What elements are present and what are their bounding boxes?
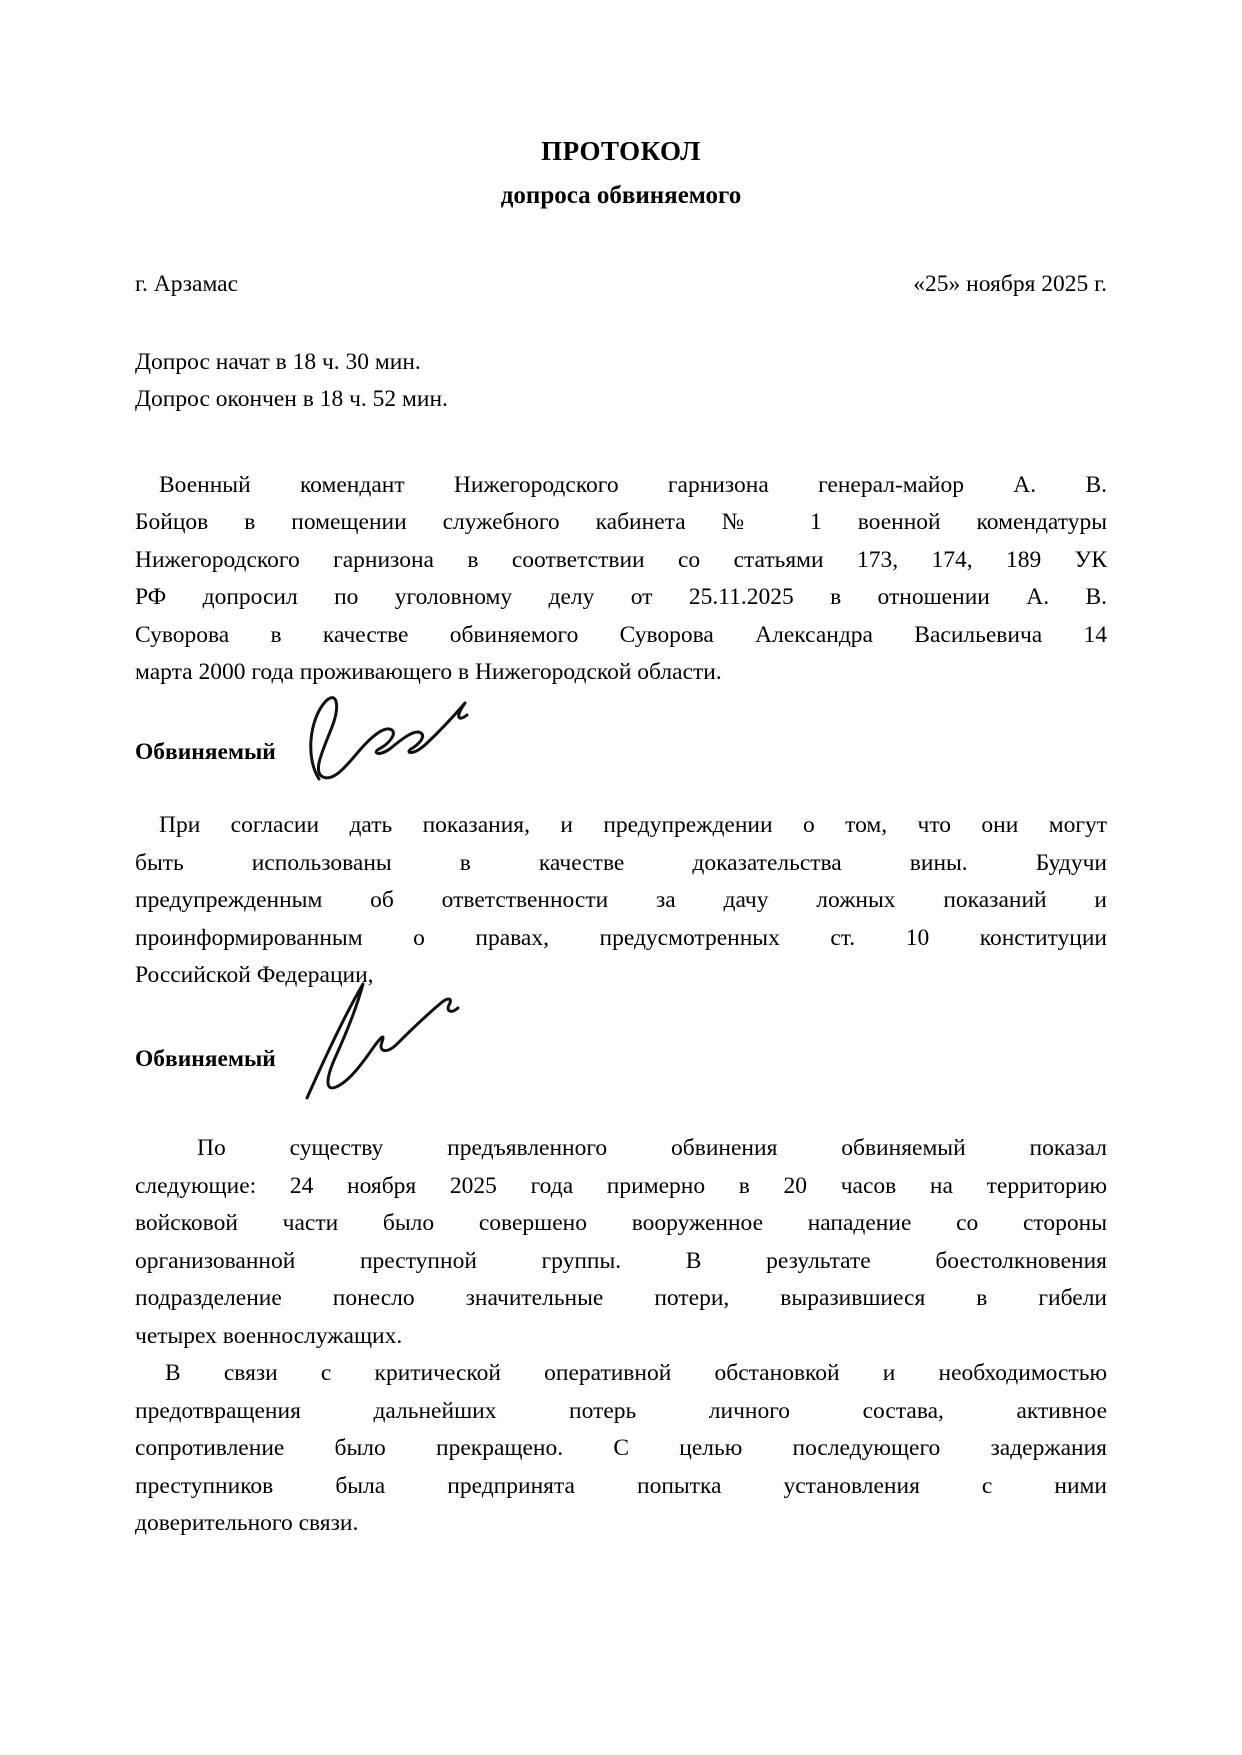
title-block: [135, 0, 1107, 210]
text-line: проинформированным о правах, предусмотренных ст. 10 конституции: [135, 924, 1107, 951]
text-line: сопротивление было прекращено. С целью последующего задержания: [135, 1435, 1107, 1461]
times-block: [135, 344, 1107, 419]
accused-signature-2-scribble-icon: [295, 966, 470, 1106]
text-line: Военный комендант Нижегородского гарнизона генерал-майор А. В.: [159, 471, 1107, 498]
text-line: доверительного связи.: [135, 1510, 359, 1536]
text-line: Нижегородского гарнизона в соответствии со статьями 173, 174, 189 УК: [135, 546, 1107, 573]
warning-paragraph: [135, 807, 1107, 995]
text-line: марта 2000 года проживающего в Нижегородской области.: [135, 659, 722, 685]
text-line: По существу предъявленного обвинения обвиняемый показал: [197, 1135, 1107, 1161]
text-line: преступников была предпринята попытка установления с ними: [135, 1472, 1107, 1499]
accused-label-1: Обвиняемый: [135, 738, 276, 765]
accused-signature-row-2: [135, 1041, 1107, 1079]
accused-signature-1-scribble-icon: [295, 677, 480, 787]
place-label: г. Арзамас: [135, 271, 239, 297]
text-line: При согласии дать показания, и предупреждении о том, что они могут: [159, 812, 1107, 838]
document-title: ПРОТОКОЛ: [541, 136, 701, 166]
place-date-row: [135, 266, 1107, 304]
text-line: организованной преступной группы. В результате боестолкновения: [135, 1247, 1107, 1274]
text-line: подразделение понесло значительные потери, выразившиеся в гибели: [135, 1285, 1107, 1311]
text-line: Бойцов в помещении служебного кабинета № 1 военной комендатуры: [135, 509, 1107, 535]
interrogation-start-line: Допрос начат в 18 ч. 30 мин.: [135, 348, 421, 375]
text-line: РФ допросил по уголовному делу от 25.11.2025 в отношении А. В.: [135, 584, 1107, 610]
text-line: Суворова в качестве обвиняемого Суворова Александра Васильевича 14: [135, 621, 1107, 648]
text-line: быть использованы в качестве доказательства вины. Будучи: [135, 849, 1107, 876]
intro-paragraph: [135, 467, 1107, 692]
testimony-paragraph-2: [135, 1355, 1107, 1543]
accused-signature-row-1: [135, 734, 1107, 772]
accused-label-2: Обвиняемый: [135, 1045, 276, 1072]
document-subtitle: допроса обвиняемого: [500, 182, 742, 209]
interrogation-end-line: Допрос окончен в 18 ч. 52 мин.: [135, 386, 448, 412]
text-line: предотвращения дальнейших потерь личного состава, активное: [135, 1397, 1107, 1424]
text-line: следующие: 24 ноября 2025 года примерно в 20 часов на территорию: [135, 1172, 1107, 1199]
text-line: В связи с критической оперативной обстановкой и необходимостью: [165, 1360, 1107, 1386]
text-line: предупрежденным об ответственности за дачу ложных показаний и: [135, 887, 1107, 913]
text-line: войсковой части было совершено вооруженное нападение со стороны: [135, 1210, 1107, 1236]
testimony-paragraph-1: [135, 1130, 1107, 1355]
text-line: Российской Федерации,: [135, 962, 374, 988]
text-line: четырех военнослужащих.: [135, 1322, 403, 1349]
date-label: «25» ноября 2025 г.: [913, 271, 1107, 297]
